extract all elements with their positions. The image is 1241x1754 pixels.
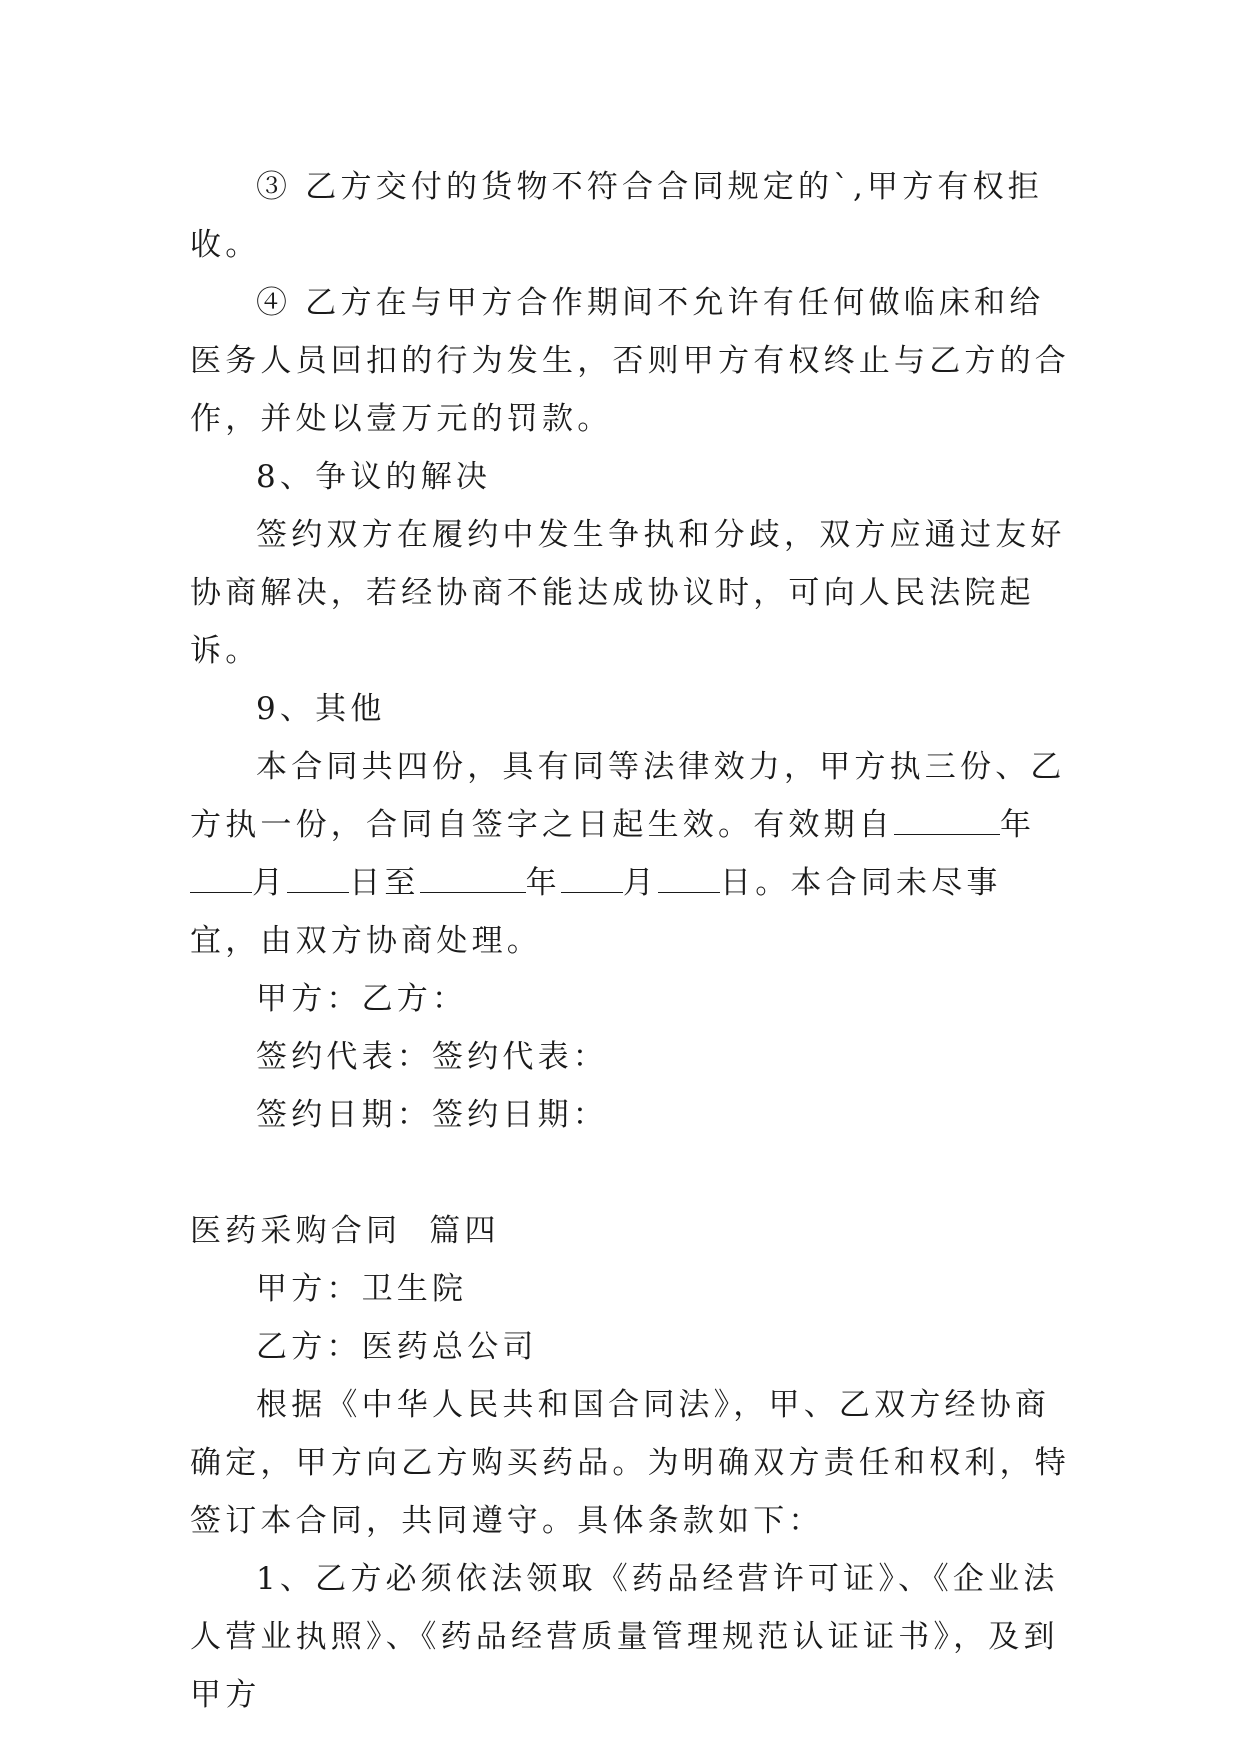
label-month-2: 月: [622, 865, 659, 901]
label-year: 年: [1000, 807, 1036, 843]
label-year-2: 年: [525, 865, 561, 901]
label-day: 日: [720, 865, 756, 901]
section-4-title: 医药采购合同 篇四: [190, 1213, 500, 1249]
blank-end-month: [561, 866, 623, 893]
section-9-body: [190, 738, 1070, 970]
document-page: [190, 158, 1070, 1724]
intro-paragraph: 根据《中华人民共和国合同法》，甲、乙双方经协商确定，甲方向乙方购买药品。为明确双方责任和权利，特签订本合同，共同遵守。具体条款如下：: [190, 1387, 1070, 1539]
signature-dates: 签约日期：签约日期：: [256, 1097, 608, 1133]
clause-7-4: ④ 乙方在与甲方合作期间不允许有任何做临床和给医务人员回扣的行为发生，否则甲方有权终止与乙方的合作，并处以壹万元的罚款。: [190, 285, 1070, 437]
section-9-text-1: 本合同共四份，具有同等法律效力，甲方执三份、乙方执一份，合同自签字之日起生效。有效期自: [190, 749, 1066, 843]
section-8-title: 8、争议的解决: [256, 459, 492, 495]
party-a: 甲方：卫生院: [256, 1271, 468, 1307]
blank-end-day: [658, 866, 720, 893]
label-month: 月: [252, 865, 288, 901]
blank-start-month: [190, 866, 252, 893]
blank-start-year: [894, 808, 1000, 835]
signature-parties: 甲方：乙方：: [256, 981, 468, 1017]
party-b: 乙方：医药总公司: [256, 1329, 538, 1365]
label-day-to: 日至: [349, 865, 420, 901]
signature-representatives: 签约代表：签约代表：: [256, 1039, 608, 1075]
section-8-body: 签约双方在履约中发生争执和分歧，双方应通过友好协商解决，若经协商不能达成协议时，可向人民法院起诉。: [190, 517, 1066, 669]
blank-end-year: [420, 866, 526, 893]
clause-7-3: ③ 乙方交付的货物不符合合同规定的`,甲方有权拒收。: [190, 169, 1044, 263]
section-9-text-2: 。本合同未尽事宜，由双方协商处理。: [190, 865, 1002, 959]
blank-start-day: [287, 866, 349, 893]
section-9-title: 9、其他: [256, 691, 386, 727]
clause-1: 1、乙方必须依法领取《药品经营许可证》、《企业法人营业执照》、《药品经营质量管理规范认证证书》，及到甲方: [190, 1561, 1059, 1713]
